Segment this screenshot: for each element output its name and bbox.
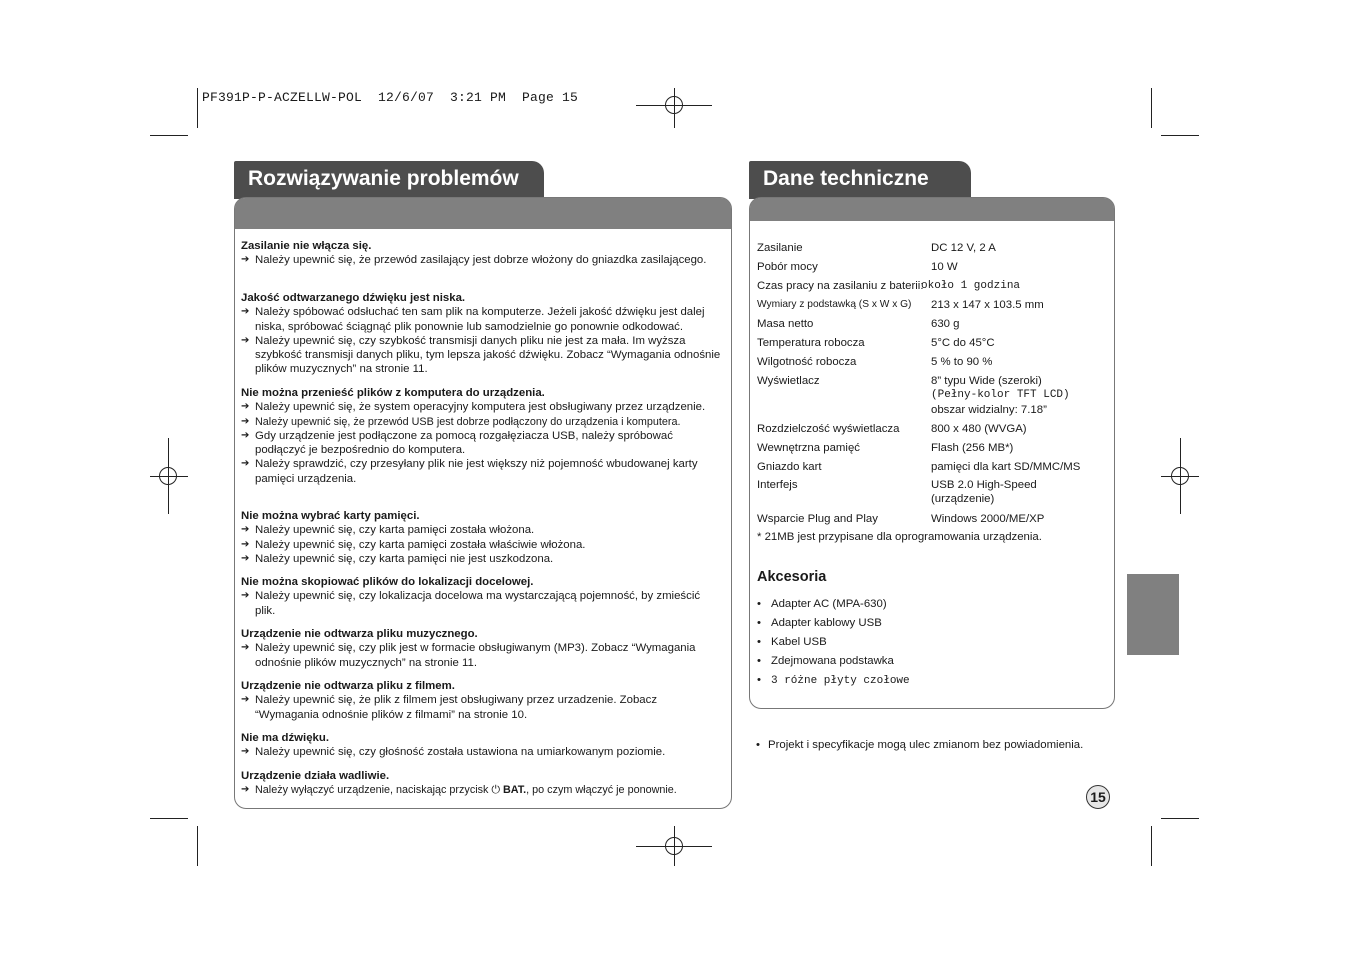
specs-header-bar	[750, 198, 1114, 221]
trouble-item-text: Należy wyłączyć urządzenie, naciskając przycisk	[255, 784, 489, 797]
bullet-icon: •	[757, 674, 761, 686]
spec-label: Interfejs	[757, 479, 798, 491]
trouble-item	[241, 783, 721, 797]
arrow-icon: ➔	[241, 334, 250, 346]
accessory-label: Adapter kablowy USB	[771, 617, 882, 629]
trouble-item-text: Należy upewnić się, czy szybkość transmisji danych pliku nie jest za mała. Im wyższa szybkość transmisji danych pliku, tym lepsza jakość dźwięku. Zobacz “Wymagania odnośnie plików muzycznych” na stronie 11.	[255, 334, 721, 376]
trouble-heading: Urządzenie nie odtwarza pliku z filmem.	[241, 680, 455, 692]
trouble-section	[241, 291, 721, 377]
accessory-label: Zdejmowana podstawka	[771, 655, 894, 667]
bat-key-label: BAT.	[502, 784, 527, 797]
trouble-item	[241, 641, 721, 670]
spec-value	[931, 298, 1044, 312]
arrow-icon: ➔	[241, 524, 250, 536]
arrow-icon: ➔	[241, 254, 250, 266]
bullet-icon: •	[757, 636, 761, 648]
arrow-icon: ➔	[241, 538, 250, 550]
trouble-item-text: Należy upewnić się, czy karta pamięci została właściwie włożona.	[255, 538, 586, 551]
trouble-item	[241, 334, 721, 377]
arrow-icon: ➔	[241, 401, 250, 413]
trouble-item	[241, 538, 721, 552]
spec-value-line: 5°C do 45°C	[931, 337, 995, 349]
spec-label: Wilgotność robocza	[757, 356, 857, 368]
trouble-item	[241, 415, 721, 429]
trouble-section	[241, 731, 721, 760]
spec-value-line: DC 12 V, 2 A	[931, 242, 996, 254]
spec-value	[931, 478, 1037, 507]
trouble-item-text: Należy upewnić się, czy karta pamięci została włożona.	[255, 524, 535, 537]
spec-value	[931, 336, 995, 350]
trouble-heading: Nie ma dźwięku.	[241, 732, 329, 744]
trouble-item-text: Należy upewnić się, czy plik jest w formacie obsługiwanym (MP3). Zobacz “Wymagania odnośnie plików muzycznych” na stronie 11.	[255, 642, 696, 669]
spec-value-line: pamięci dla kart SD/MMC/MS	[931, 461, 1081, 473]
trouble-item	[241, 457, 721, 486]
arrow-icon: ➔	[241, 694, 250, 706]
trouble-item	[241, 400, 721, 414]
trouble-item	[241, 745, 721, 759]
spec-label: Wsparcie Plug and Play	[757, 513, 878, 525]
bullet-icon: •	[757, 655, 761, 667]
trouble-heading: Zasilanie nie włącza się.	[241, 240, 372, 252]
trouble-heading: Nie można wybrać karty pamięci.	[241, 510, 420, 522]
trouble-heading: Nie można przenieść plików z komputera do urządzenia.	[241, 387, 545, 399]
trouble-section	[241, 679, 721, 722]
arrow-icon: ➔	[241, 642, 250, 654]
arrow-icon: ➔	[241, 415, 250, 427]
trouble-heading: Urządzenie nie odtwarza pliku muzycznego.	[241, 628, 478, 640]
print-slug: PF391P-P-ACZELLW-POL 12/6/07 3:21 PM Page 15	[202, 90, 579, 105]
notice-text: • Projekt i specyfikacje mogą ulec zmianom bez powiadomienia.	[756, 739, 1084, 751]
trouble-section	[241, 239, 721, 268]
troubleshooting-header-bar	[235, 198, 731, 229]
notice-label: Projekt i specyfikacje mogą ulec zmianom bez powiadomienia.	[768, 739, 1084, 751]
trouble-heading: Jakość odtwarzanego dźwięku jest niska.	[241, 292, 466, 304]
spec-value-line: (urządzenie)	[931, 493, 995, 506]
trouble-section	[241, 627, 721, 670]
trouble-item-text: Należy upewnić się, że plik z filmem jest obsługiwany przez urzadzenie. Zobacz “Wymagania odnośnie plików z filmami” na stronie 10.	[255, 694, 658, 721]
trouble-item-text: Należy upewnić się, czy głośność została ustawiona na umiarkowanym poziomie.	[255, 746, 666, 759]
spec-label: Rozdzielczość wyświetlacza	[757, 423, 900, 435]
trouble-section	[241, 509, 721, 566]
trouble-item-text: Gdy urządzenie jest podłączone za pomocą rozgałęziacza USB, należy spróbować podłączyć je bezpośrednio do komputera.	[255, 429, 673, 457]
spec-value-line: 10 W	[931, 261, 958, 273]
accessory-label: Adapter AC (MPA-630)	[771, 598, 887, 610]
spec-label: Temperatura robocza	[757, 337, 865, 349]
power-icon: ⏻	[488, 784, 503, 797]
spec-value-line: Windows 2000/ME/XP	[931, 513, 1045, 525]
specs-title: Dane techniczne	[749, 161, 971, 199]
side-tab	[1127, 574, 1179, 655]
spec-label: Wewnętrzna pamięć	[757, 442, 860, 454]
trouble-item-text: Należy upewnić się, czy karta pamięci nie jest uszkodzona.	[255, 552, 554, 565]
spec-label: Gniazdo kart	[757, 461, 822, 473]
trouble-item	[241, 305, 721, 334]
spec-label: Wyświetlacz	[757, 375, 820, 387]
trouble-heading: Urządzenie działa wadliwie.	[241, 770, 390, 782]
spec-value	[931, 441, 1013, 455]
arrow-icon: ➔	[241, 746, 250, 758]
spec-label: Pobór mocy	[757, 261, 818, 273]
arrow-icon: ➔	[241, 458, 250, 470]
trouble-item	[241, 523, 721, 537]
spec-value-line: obszar widzialny: 7.18”	[931, 403, 1047, 416]
accessory-label: Kabel USB	[771, 636, 827, 648]
spec-value	[921, 279, 1020, 293]
accessory-item	[757, 673, 910, 688]
spec-label: Zasilanie	[757, 242, 803, 254]
troubleshooting-title: Rozwiązywanie problemów	[234, 161, 544, 199]
arrow-icon: ➔	[241, 306, 250, 318]
accessories-heading: Akcesoria	[757, 569, 827, 585]
trouble-item-text: , po czym włączyć je ponownie.	[526, 784, 677, 797]
trouble-section	[241, 769, 721, 798]
spec-value-line: 5 % to 90 %	[931, 356, 993, 368]
spec-value	[931, 374, 1070, 417]
trouble-item-text: Należy spóbować odsłuchać ten sam plik na komputerze. Jeżeli jakość dźwięku jest dalej niska, spróbować ściągnąć plik ponownie lub samodzielnie go ponownie odkodować.	[255, 306, 705, 333]
spec-label: Masa netto	[757, 318, 814, 330]
trouble-item-text: Należy sprawdzić, czy przesyłany plik nie jest większy niż pojemność wbudowanej karty pamięci urządzenia.	[255, 458, 698, 485]
spec-value-line: 8” typu Wide (szeroki)	[931, 375, 1042, 387]
accessory-label: 3 różne płyty czołowe	[771, 675, 910, 687]
accessory-item	[757, 654, 894, 668]
spec-label: Czas pracy na zasilaniu z baterii:	[757, 280, 924, 292]
trouble-heading: Nie można skopiować plików do lokalizacji docelowej.	[241, 576, 534, 588]
trouble-item-text: Należy upewnić się, czy lokalizacja docelowa ma wystarczającą pojemność, by zmieścić plik.	[255, 590, 701, 617]
spec-value-line: 630 g	[931, 318, 960, 330]
arrow-icon: ➔	[241, 590, 250, 602]
spec-value	[931, 260, 958, 274]
trouble-item-text: Należy upewnić się, że przewód USB jest dobrze podłączony do urządzenia i komputera.	[255, 415, 681, 428]
spec-value	[931, 317, 960, 331]
trouble-item	[241, 253, 721, 267]
accessory-item	[757, 597, 887, 611]
accessory-item	[757, 616, 882, 630]
trouble-item	[241, 693, 721, 722]
spec-value	[931, 512, 1044, 526]
trouble-item	[241, 589, 721, 618]
spec-label: Wymiary z podstawką (S x W x G)	[757, 299, 912, 310]
bullet-icon: •	[757, 598, 761, 610]
spec-value-line: Flash (256 MB*)	[931, 442, 1014, 454]
arrow-icon: ➔	[241, 429, 250, 441]
spec-value-line: 213 x 147 x 103.5 mm	[931, 299, 1044, 311]
spec-value-line: USB 2.0 High-Speed	[931, 479, 1037, 491]
spec-value-line: około 1 godzina	[921, 280, 1021, 292]
spec-value-line: 800 x 480 (WVGA)	[931, 423, 1027, 435]
trouble-item	[241, 552, 721, 566]
arrow-icon: ➔	[241, 552, 250, 564]
arrow-icon: ➔	[241, 784, 250, 796]
accessory-item	[757, 635, 827, 649]
trouble-item-text: Należy upewnić się, że przewód zasilający jest dobrze włożony do gniazdka zasilającego.	[255, 254, 707, 267]
spec-value	[931, 460, 1080, 474]
trouble-section	[241, 386, 721, 486]
trouble-item-text: Należy upewnić się, że system operacyjny komputera jest obsługiwany przez urządzenie.	[255, 401, 706, 414]
spec-value	[931, 422, 1027, 436]
bullet-icon: •	[757, 617, 761, 629]
trouble-item	[241, 429, 721, 458]
spec-value	[931, 355, 992, 369]
spec-value	[931, 241, 996, 255]
trouble-section	[241, 575, 721, 618]
page-number: 15	[1086, 785, 1110, 809]
specs-footnote: * 21MB jest przypisane dla oprogramowania urządzenia.	[757, 531, 1042, 543]
spec-value-line: (Pełny-kolor TFT LCD)	[931, 389, 1070, 402]
